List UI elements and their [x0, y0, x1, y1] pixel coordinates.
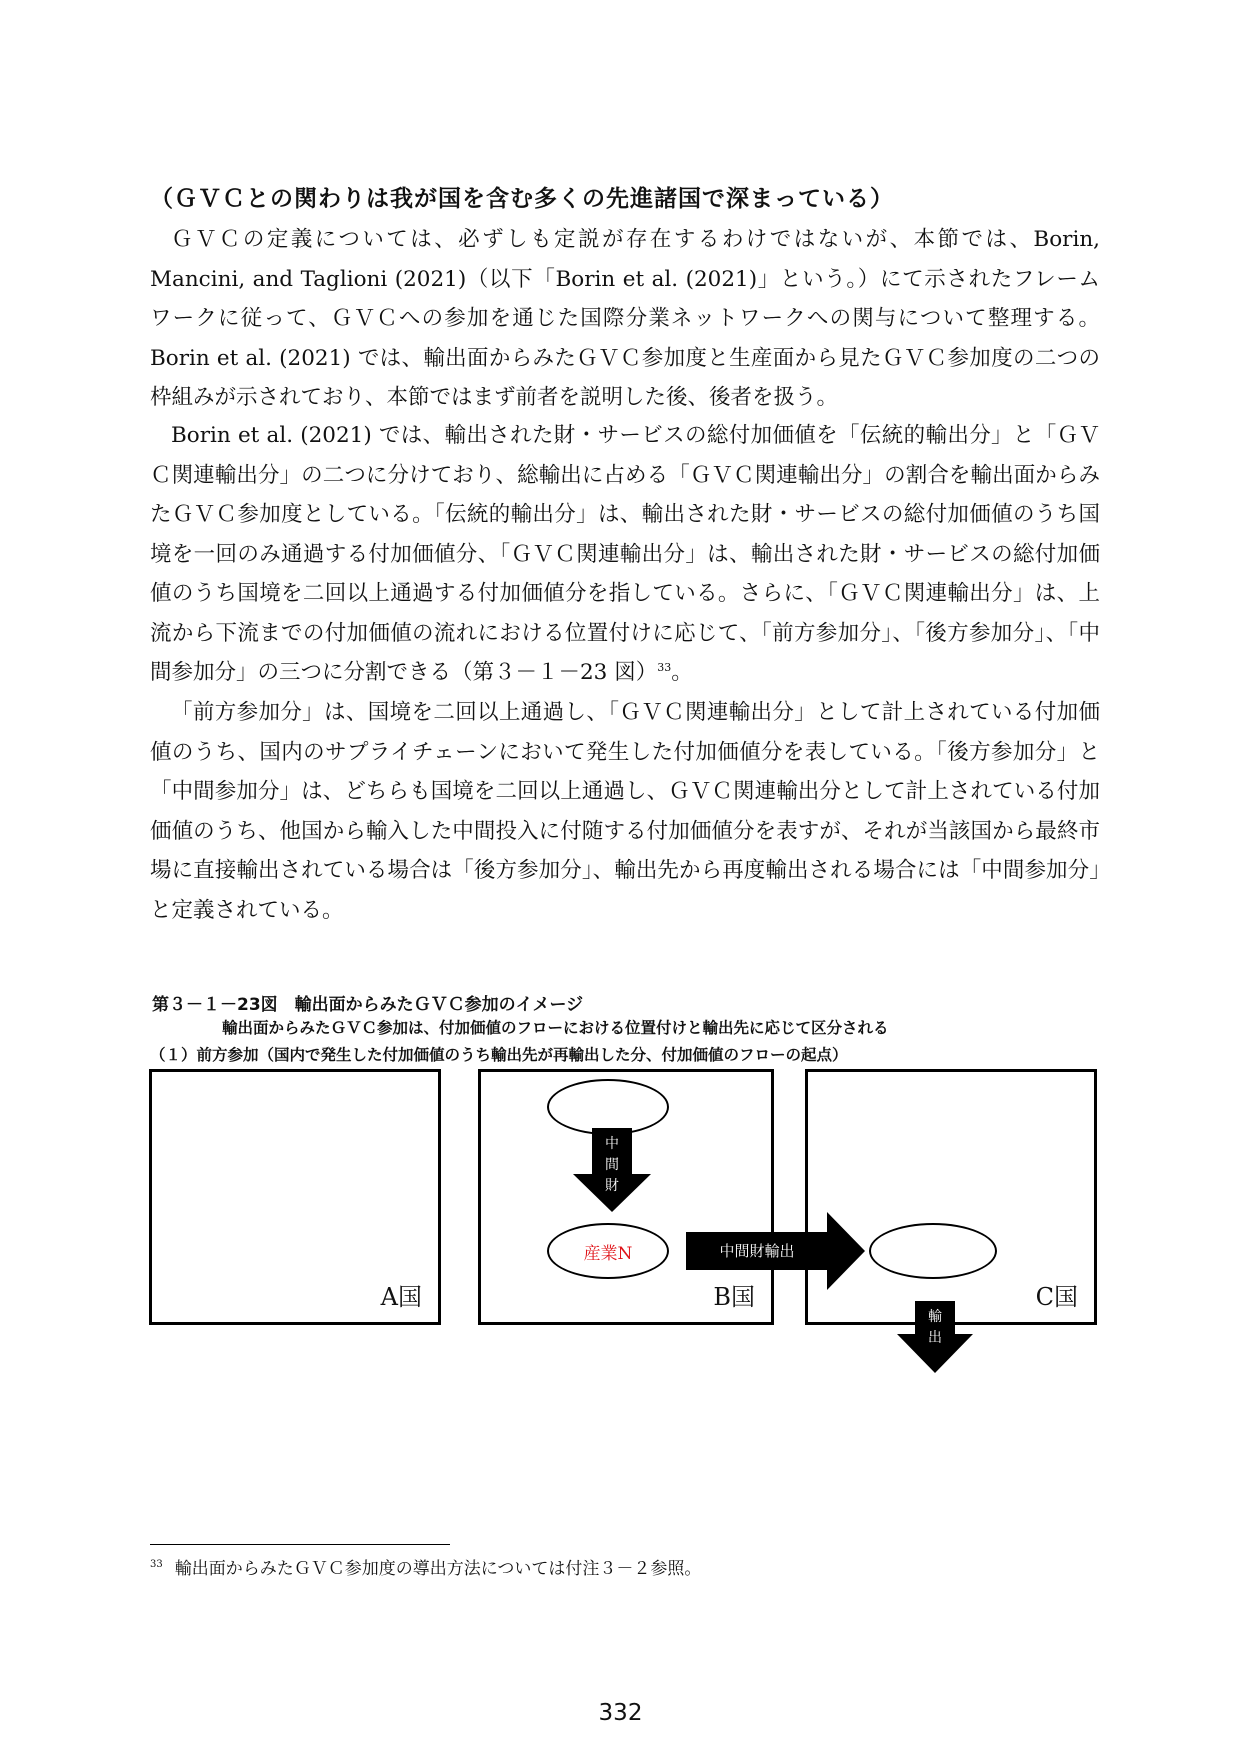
export-label: 輸出: [928, 1309, 942, 1346]
export-arrow: [897, 1301, 973, 1373]
country-box-a: [149, 1069, 441, 1325]
figure-subtitle: 輸出面からみたＧＶＣ参加は、付加価値のフローにおける位置付けと輸出先に応じて区分される: [222, 1019, 889, 1037]
intermediate-goods-label: 中間財: [605, 1136, 619, 1194]
industry-node-c: [869, 1223, 997, 1279]
footnote-reference[interactable]: 33: [657, 660, 672, 674]
paragraph-end: 。: [671, 660, 693, 685]
country-label-c: C国: [1035, 1283, 1078, 1311]
paragraph-gvc-participation: [150, 416, 1100, 693]
intermediate-export-label: 中間財輸出: [719, 1242, 795, 1260]
intermediate-export-arrow: [686, 1212, 866, 1290]
section-heading: （ＧＶＣとの関わりは我が国を含む多くの先進諸国で深まっている）: [150, 186, 894, 212]
intermediate-goods-arrow: [573, 1128, 651, 1212]
paragraph-gvc-definition: ＧＶＣの定義については、必ずしも定説が存在するわけではないが、本節では、Borin, Mancini, and Taglioni (2021)（以下「Borin et al. (2021)」という。）にて示されたフレームワークに従って、ＧＶＣへの参加を通じた国際分業ネットワークへの関与について整理する。Borin et al. (2021) では、輸出面からみたＧＶＣ参加度と生産面から見たＧＶＣ参加度の二つの枠組みが示されており、本節ではまず前者を説明した後、後者を扱う。: [150, 227, 1100, 410]
paragraph-forward-backward: 「前方参加分」は、国境を二回以上通過し、「ＧＶＣ関連輸出分」として計上されている付加価値のうち、国内のサプライチェーンにおいて発生した付加価値分を表している。「後方参加分」と「中間参加分」は、どちらも国境を二回以上通過し、ＧＶＣ関連輸出分として計上されている付加価値のうち、他国から輸入した中間投入に付随する付加価値分を表すが、それが当該国から最終市場に直接輸出されている場合は「後方参加分」、輸出先から再度輸出される場合には「中間参加分」と定義されている。: [150, 700, 1100, 923]
page-number: 332: [598, 1700, 643, 1726]
footnote-number: 33: [150, 1559, 163, 1571]
footnote-text: 輸出面からみたＧＶＣ参加度の導出方法については付注３－２参照。: [174, 1559, 702, 1579]
footnote: [150, 1554, 701, 1579]
industry-node-upstream: [547, 1079, 669, 1135]
figure-title: 第３－１－23図 輸出面からみたＧＶＣ参加のイメージ: [152, 995, 584, 1015]
footnote-rule: [150, 1544, 450, 1545]
country-label-b: B国: [713, 1283, 755, 1311]
industry-node-n: 産業N: [547, 1223, 669, 1279]
arrow-head: [827, 1212, 865, 1290]
paragraph-text: Borin et al. (2021) では、輸出された財・サービスの総付加価値を「伝統的輸出分」と「ＧＶＣ関連輸出分」の二つに分けており、総輸出に占める「ＧＶＣ関連輸出分」の割合を輸出面からみたＧＶＣ参加度としている。「伝統的輸出分」は、輸出された財・サービスの総付加価値のうち国境を一回のみ通過する付加価値分、「ＧＶＣ関連輸出分」は、輸出された財・サービスの総付加価値のうち国境を二回以上通過する付加価値分を指している。さらに、「ＧＶＣ関連輸出分」は、上流から下流までの付加価値の流れにおける位置付けに応じて、「前方参加分」、「後方参加分」、「中間参加分」の三つに分割できる（第３－１－23 図）: [150, 423, 1100, 685]
figure-part-label: （１）前方参加（国内で発生した付加価値のうち輸出先が再輸出した分、付加価値のフローの起点）: [150, 1046, 848, 1064]
country-label-a: A国: [380, 1283, 422, 1311]
